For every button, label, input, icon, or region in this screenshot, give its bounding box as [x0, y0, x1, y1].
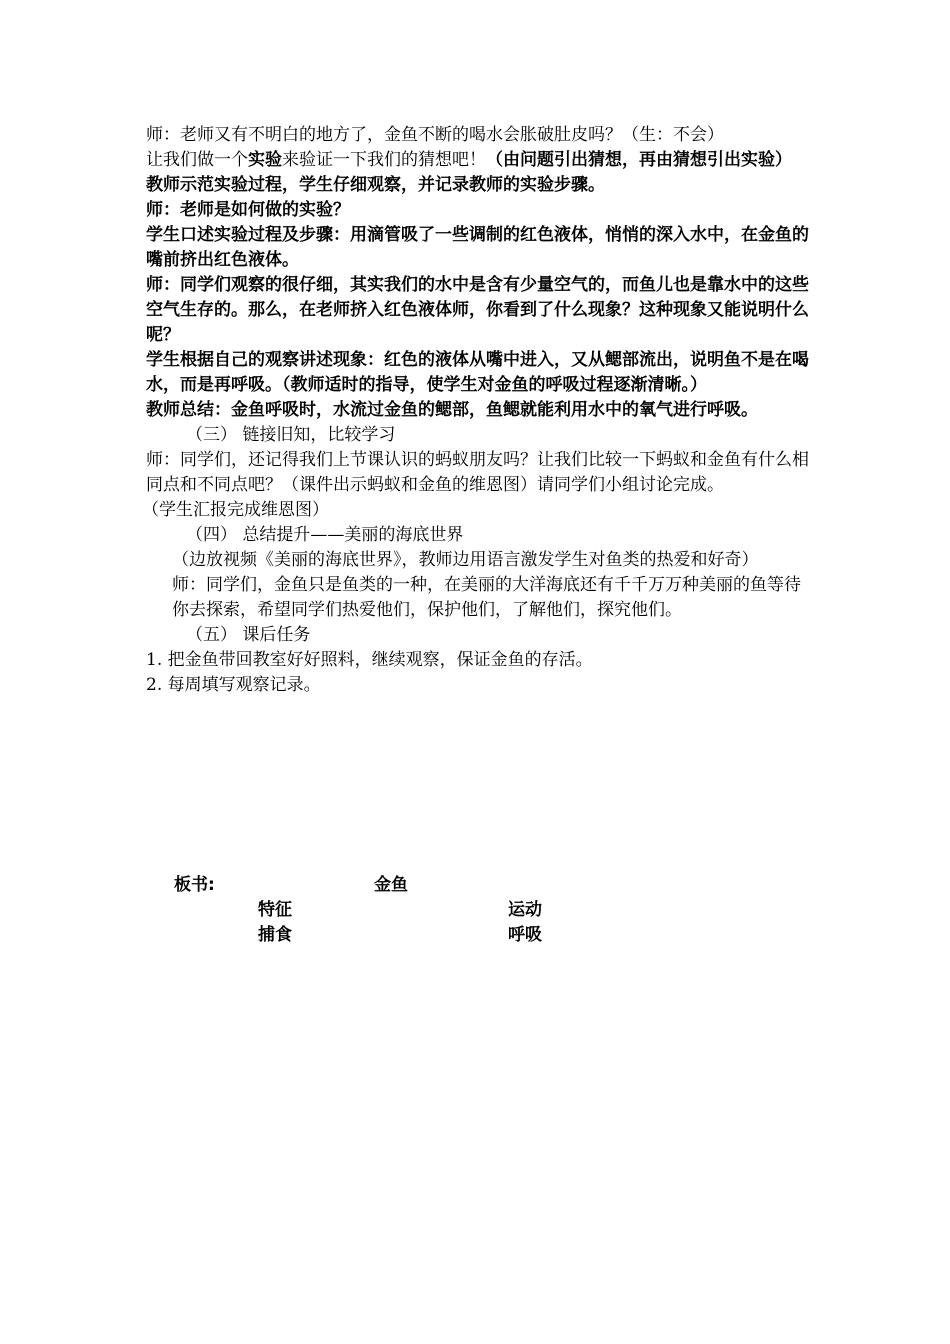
board-cell: 捕食: [258, 925, 292, 945]
section-heading-5: （五） 课后任务: [186, 625, 311, 645]
text-run-bold: （由问题引出猜想，再由猜想引出实验）: [486, 150, 792, 170]
section-heading-3: （三） 链接旧知，比较学习: [186, 425, 396, 445]
paragraph-1: 师：老师又有不明白的地方了，金鱼不断的喝水会胀破肚皮吗？（生：不会）: [146, 125, 724, 145]
board-title: 金鱼: [374, 875, 408, 895]
paragraph-6: 师：同学们观察的很仔细，其实我们的水中是含有少量空气的，而鱼儿也是靠水中的这些空气生存的。那么，在老师挤入红色液体师，你看到了什么现象？这种现象又能说明什么呢？: [146, 275, 809, 345]
paragraph-11: （边放视频《美丽的海底世界》，教师边用语言激发学生对鱼类的热爱和好奇）: [172, 550, 759, 570]
paragraph-3: 教师示范实验过程，学生仔细观察，并记录教师的实验步骤。: [146, 175, 605, 195]
board-row-title: [146, 873, 816, 898]
section-heading-4: （四） 总结提升——美丽的海底世界: [186, 525, 464, 545]
paragraph-7: 学生根据自己的观察讲述现象：红色的液体从嘴中进入，又从鳃部流出，说明鱼不是在喝水，而是再呼吸。（教师适时的指导，使学生对金鱼的呼吸过程逐渐清晰。）: [146, 350, 809, 395]
text-run: 来验证一下我们的猜想吧！: [282, 150, 486, 170]
text-run: 让我们做一个: [146, 150, 248, 170]
paragraph-8: 教师总结：金鱼呼吸时，水流过金鱼的鳃部，鱼鳃就能利用水中的氧气进行呼吸。: [146, 400, 758, 420]
board-cell: 运动: [508, 900, 542, 920]
board-row-1: [146, 898, 816, 923]
board-row-2: [146, 923, 816, 948]
paragraph-9: 师：同学们，还记得我们上节课认识的蚂蚁朋友吗？让我们比较一下蚂蚁和金鱼有什么相同点和不同点吧？（课件出示蚂蚁和金鱼的维恩图）请同学们小组讨论完成。: [146, 450, 809, 495]
text-run-bold: 实验: [248, 150, 282, 170]
blackboard-plan: [146, 873, 816, 948]
paragraph-10: （学生汇报完成维恩图）: [142, 500, 329, 520]
paragraph-2: [146, 148, 816, 173]
paragraph-4: 师：老师是如何做的实验？: [146, 200, 350, 220]
board-cell: 特征: [258, 900, 292, 920]
paragraph-5: 学生口述实验过程及步骤：用滴管吸了一些调制的红色液体，悄悄的深入水中，在金鱼的嘴前挤出红色液体。: [146, 225, 809, 270]
list-item: 1. 把金鱼带回教室好好照料，继续观察，保证金鱼的存活。: [146, 650, 593, 670]
board-label: 板书:: [174, 875, 215, 895]
list-item: 2. 每周填写观察记录。: [146, 675, 321, 695]
document-body: [142, 123, 816, 698]
paragraph-12: 师：同学们，金鱼只是鱼类的一种，在美丽的大洋海底还有千千万万种美丽的鱼等待你去探索，希望同学们热爱他们，保护他们，了解他们，探究他们。: [172, 575, 801, 620]
board-cell: 呼吸: [508, 925, 542, 945]
